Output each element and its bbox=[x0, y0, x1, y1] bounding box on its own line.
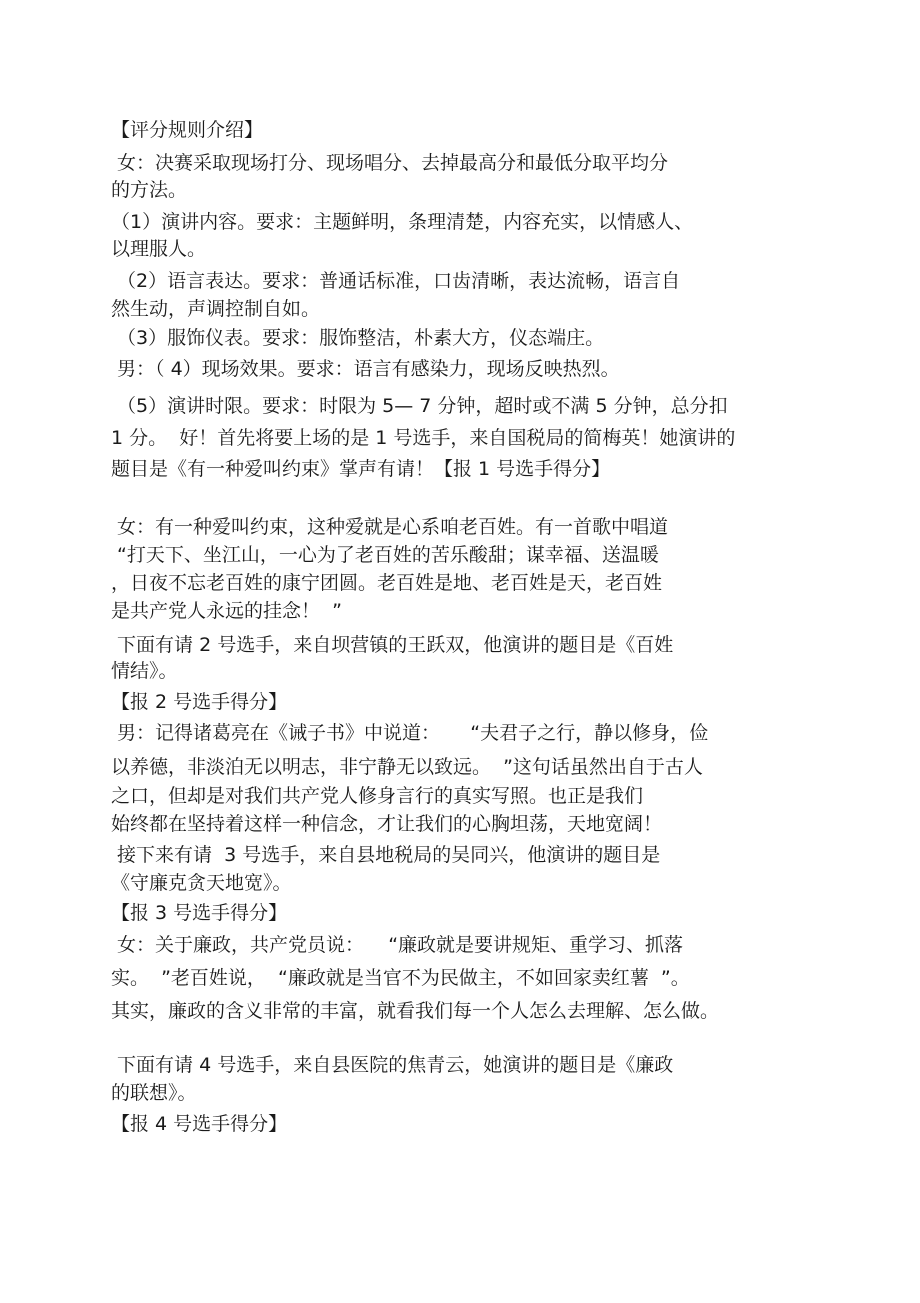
text-line: 以理服人。 bbox=[111, 238, 207, 260]
text-line: 女：有一种爱叫约束，这种爱就是心系咱老百姓。有一首歌中唱道 bbox=[111, 516, 669, 538]
text-line: （3）服饰仪表。要求：服饰整洁，朴素大方，仪态端庄。 bbox=[111, 327, 605, 349]
text-line: 接下来有请 3 号选手，来自县地税局的吴同兴，他演讲的题目是 bbox=[111, 844, 661, 866]
text-line: 男：（ 4）现场效果。要求：语言有感染力，现场反映热烈。 bbox=[111, 358, 620, 380]
text-line: ，日夜不忘老百姓的康宁团圆。老百姓是地、老百姓是天，老百姓 bbox=[111, 572, 663, 594]
text-line: 始终都在坚持着这样一种信念，才让我们的心胸坦荡，天地宽阔！ bbox=[111, 813, 663, 835]
text-line: 【报 4 号选手得分】 bbox=[111, 1113, 288, 1135]
text-line: 其实，廉政的含义非常的丰富，就看我们每一个人怎么去理解、怎么做。 bbox=[111, 1000, 720, 1022]
text-line: 【评分规则介绍】 bbox=[111, 119, 264, 141]
text-line: 实。 ”老百姓说， “廉政就是当官不为民做主，不如回家卖红薯 ”。 bbox=[111, 967, 690, 989]
text-line: 题目是《有一种爱叫约束》掌声有请！【报 1 号选手得分】 bbox=[111, 458, 611, 480]
text-line: 情结》。 bbox=[111, 660, 178, 682]
text-line: 1 分。 好！首先将要上场的是 1 号选手，来自国税局的简梅英！她演讲的 bbox=[111, 427, 736, 449]
text-line: 【报 3 号选手得分】 bbox=[111, 902, 288, 924]
text-line: 然生动，声调控制自如。 bbox=[111, 298, 321, 320]
text-line: 下面有请 4 号选手，来自县医院的焦青云，她演讲的题目是《廉政 bbox=[111, 1054, 674, 1076]
text-line: （2）语言表达。要求：普通话标准，口齿清晰，表达流畅，语言自 bbox=[111, 270, 681, 292]
text-line: （1）演讲内容。要求：主题鲜明，条理清楚，内容充实，以情感人、 bbox=[111, 211, 694, 233]
text-line: （5）演讲时限。要求：时限为 5— 7 分钟，超时或不满 5 分钟，总分扣 bbox=[111, 395, 728, 417]
text-line: 是共产党人永远的挂念！ ” bbox=[111, 600, 342, 622]
text-line: “打天下、坐江山，一心为了老百姓的苦乐酸甜；谋幸福、送温暖 bbox=[111, 544, 659, 566]
text-line: 男：记得诸葛亮在《诫子书》中说道： “夫君子之行，静以修身，俭 bbox=[111, 722, 709, 744]
text-line: 【报 2 号选手得分】 bbox=[111, 691, 288, 713]
text-line: 以养德，非淡泊无以明志，非宁静无以致远。 ”这句话虽然出自于古人 bbox=[111, 756, 703, 778]
text-line: 女：决赛采取现场打分、现场唱分、去掉最高分和最低分取平均分 bbox=[111, 152, 669, 174]
text-line: 下面有请 2 号选手，来自坝营镇的王跃双，他演讲的题目是《百姓 bbox=[111, 634, 674, 656]
text-line: 《守廉克贪天地宽》。 bbox=[111, 872, 292, 894]
text-line: 女：关于廉政，共产党员说： “廉政就是要讲规矩、重学习、抓落 bbox=[111, 934, 684, 956]
text-line: 之口，但却是对我们共产党人修身言行的真实写照。也正是我们 bbox=[111, 785, 644, 807]
text-line: 的联想》。 bbox=[111, 1082, 197, 1104]
text-line: 的方法。 bbox=[111, 179, 188, 201]
